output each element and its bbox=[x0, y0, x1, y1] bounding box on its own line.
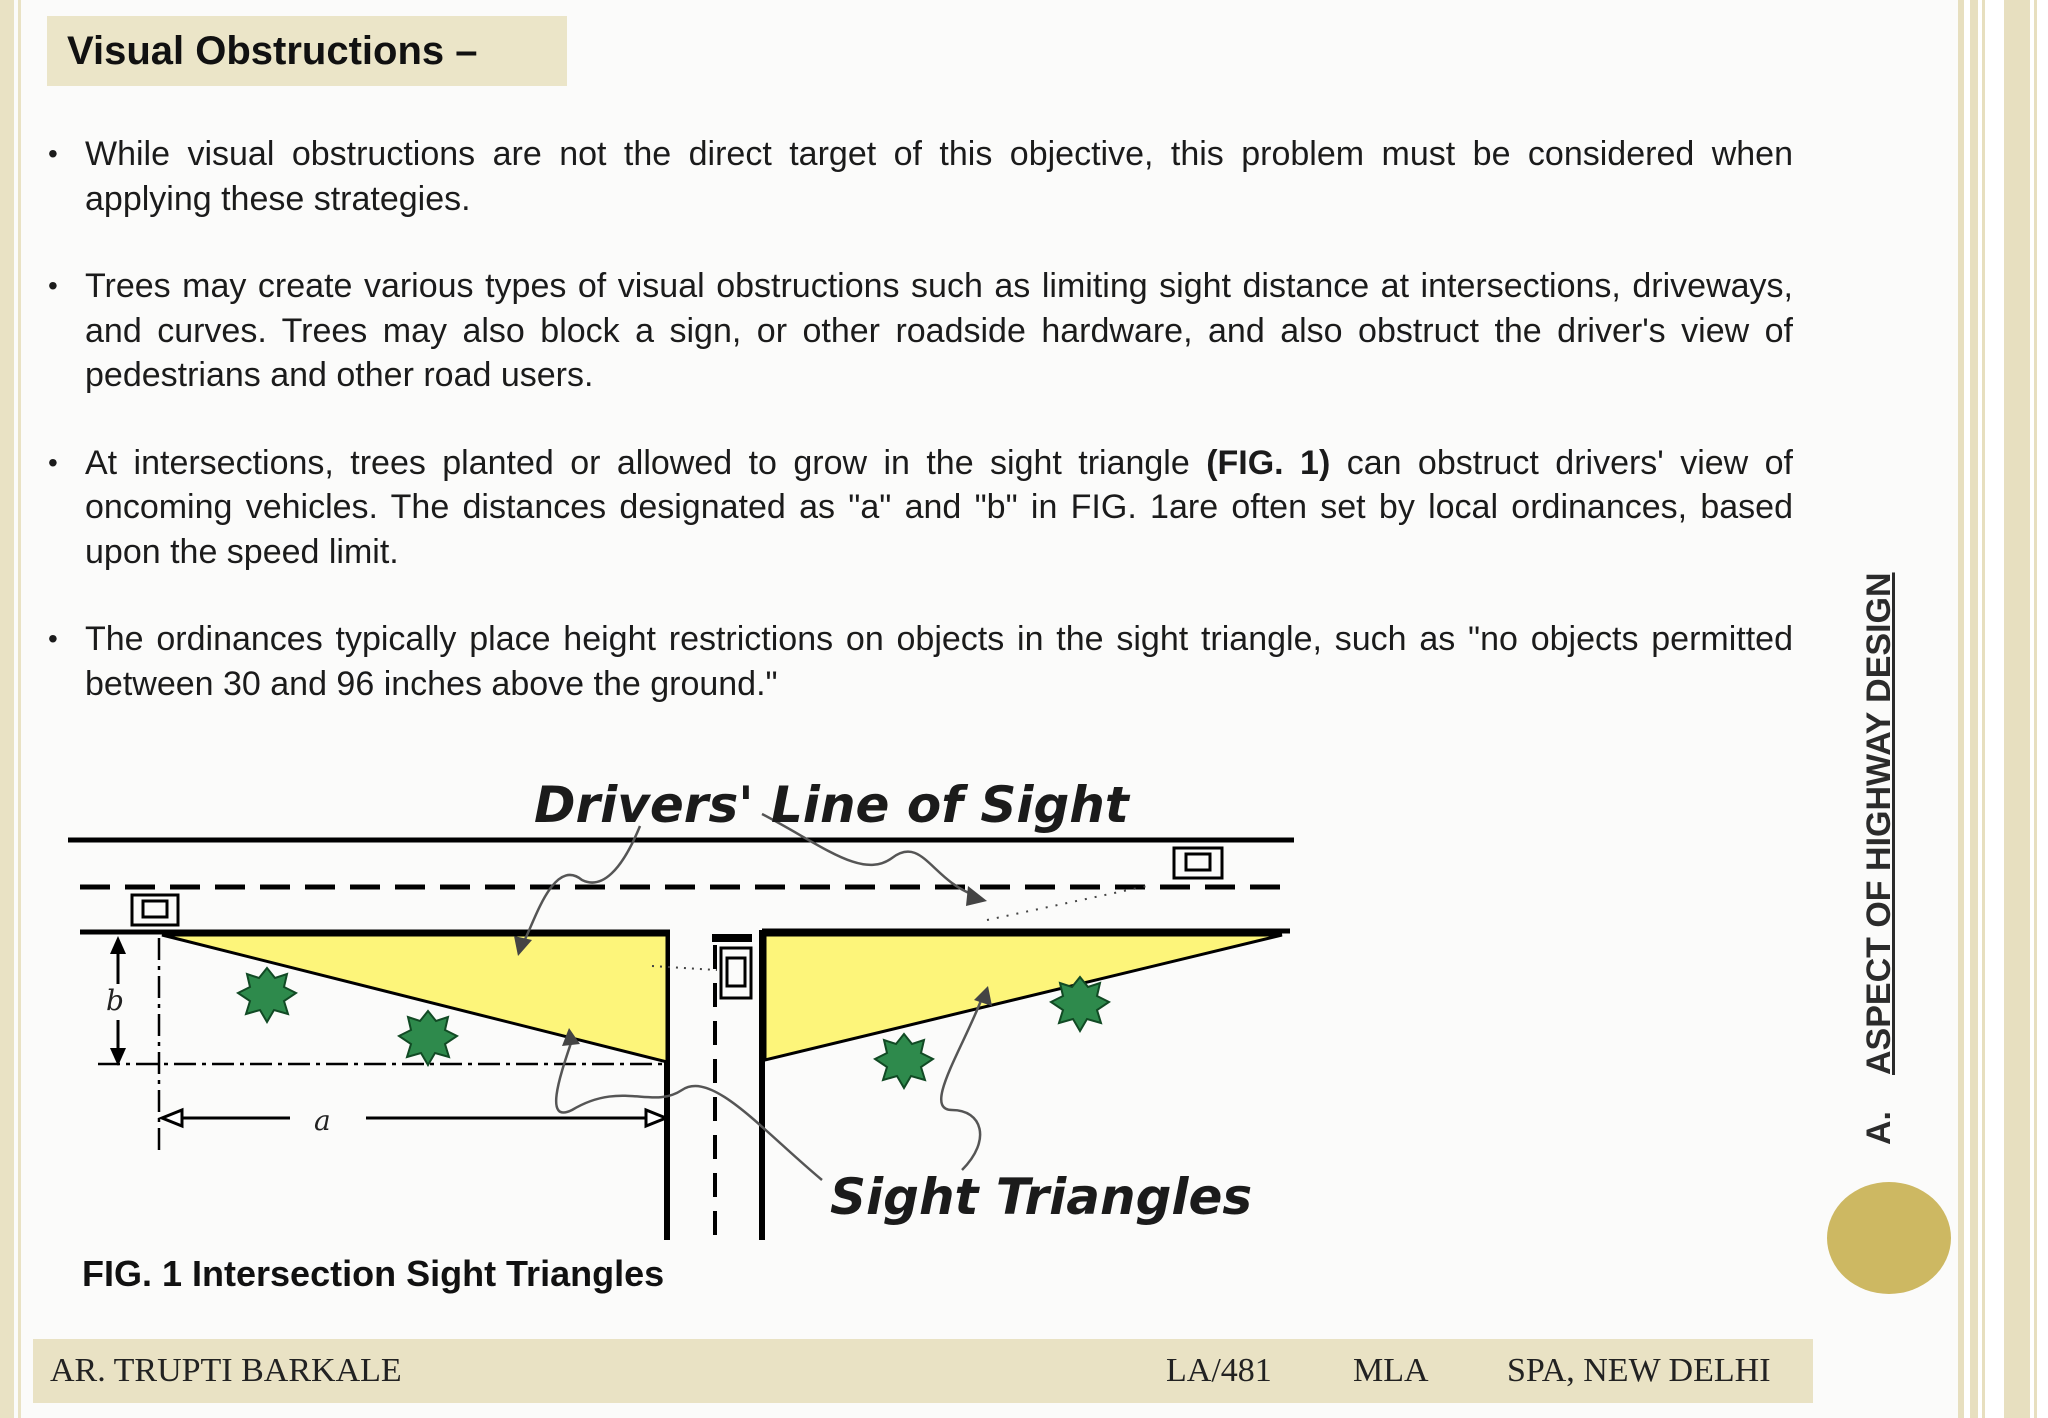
bullet-item bbox=[48, 441, 1793, 575]
arrow-left-icon bbox=[162, 1110, 182, 1126]
tree-icon bbox=[399, 1011, 457, 1065]
car-icon bbox=[721, 948, 751, 998]
line-of-sight-label: Drivers' Line of Sight bbox=[534, 776, 1129, 834]
right-stripe bbox=[1958, 0, 1964, 1418]
tree-icon bbox=[1051, 977, 1109, 1031]
bullet-dot-icon: • bbox=[48, 270, 58, 301]
bullet-text: can obstruct drivers' view of oncoming vehicles. The distances designated as "a" and "b" in FIG. 1are often set by local ordinances, based upon the speed limit. bbox=[85, 443, 1793, 571]
sight-triangle-right bbox=[765, 935, 1282, 1060]
sight-line-dotted bbox=[987, 885, 1152, 920]
left-border bbox=[0, 0, 14, 1418]
left-border-stripe bbox=[18, 0, 21, 1418]
bullet-text: The ordinances typically place height restrictions on objects in the sight triangle, such as "no objects permitted between 30 and 96 inches above the ground." bbox=[85, 620, 1793, 703]
intersection-sight-triangle-figure bbox=[62, 770, 1302, 1245]
bullet-item bbox=[48, 617, 1793, 706]
bullet-text: Trees may create various types of visual obstructions such as limiting sight distance at intersections, driveways, and curves. Trees may also block a sign, or other roadside hardware, and also obstruct the driver's view of pedestrians and other road users. bbox=[85, 267, 1793, 394]
sight-triangles-label: Sight Triangles bbox=[830, 1168, 1253, 1226]
section-number: A. bbox=[1860, 1111, 1898, 1145]
bullet-list bbox=[48, 132, 1793, 749]
right-stripe bbox=[1970, 0, 1978, 1418]
sight-triangle-pointer bbox=[556, 1040, 822, 1180]
footer-bar bbox=[33, 1339, 1813, 1403]
bullet-text: While visual obstructions are not the direct target of this objective, this problem must be considered when applying these strategies. bbox=[85, 135, 1793, 218]
bullet-dot-icon: • bbox=[48, 446, 58, 478]
footer-course-code: LA/481 bbox=[1166, 1352, 1272, 1389]
sight-triangle-pointer bbox=[941, 998, 982, 1170]
dim-a-label: a bbox=[314, 1104, 331, 1137]
side-street-stop-bar bbox=[712, 934, 752, 942]
car-icon bbox=[1174, 848, 1222, 878]
dim-b-label: b bbox=[106, 984, 124, 1017]
bullet-text: At intersections, trees planted or allowed to grow in the sight triangle bbox=[85, 443, 1207, 482]
arrow-right-icon bbox=[646, 1110, 666, 1126]
right-stripe bbox=[1982, 0, 1985, 1418]
bullet-item bbox=[48, 132, 1793, 221]
section-side-label bbox=[1860, 545, 1899, 1145]
figure-caption: FIG. 1 Intersection Sight Triangles bbox=[82, 1253, 665, 1294]
footer-program: MLA bbox=[1353, 1352, 1429, 1389]
footer-institute: SPA, NEW DELHI bbox=[1507, 1352, 1771, 1389]
bullet-item bbox=[48, 264, 1793, 398]
tree-icon bbox=[875, 1034, 933, 1088]
tree-icon bbox=[238, 968, 296, 1022]
bullet-dot-icon: • bbox=[48, 138, 58, 169]
right-stripe bbox=[2034, 0, 2037, 1418]
arrow-up-icon bbox=[110, 936, 126, 954]
title-box bbox=[47, 16, 567, 86]
decorative-circle bbox=[1827, 1182, 1951, 1294]
bullet-text-bold: (FIG. 1) bbox=[1206, 443, 1331, 482]
bullet-dot-icon: • bbox=[48, 623, 58, 654]
slide-title: Visual Obstructions – bbox=[67, 28, 478, 73]
section-title: ASPECT OF HIGHWAY DESIGN bbox=[1860, 572, 1898, 1075]
right-stripe bbox=[2004, 0, 2030, 1418]
car-icon bbox=[132, 895, 178, 925]
footer-author: AR. TRUPTI BARKALE bbox=[50, 1352, 402, 1389]
